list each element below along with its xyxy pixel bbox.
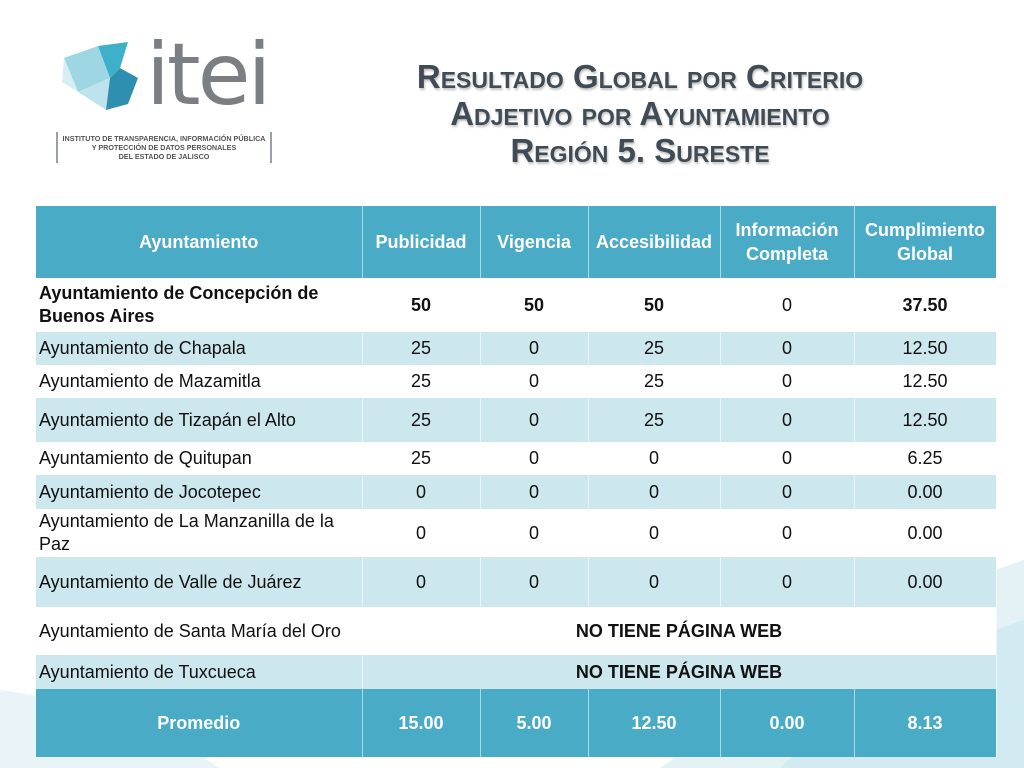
cell-global: 0.00 (854, 475, 996, 509)
cell-accesibilidad: 25 (588, 365, 720, 398)
header-ayuntamiento: Ayuntamiento (36, 206, 362, 278)
row-name: Ayuntamiento de Jocotepec (36, 475, 362, 509)
cell-publicidad: 50 (362, 278, 480, 332)
row-name: Ayuntamiento de Valle de Juárez (36, 557, 362, 607)
header-informacion-line-1: Información (735, 220, 839, 240)
average-publicidad: 15.00 (362, 689, 480, 757)
cell-publicidad: 25 (362, 442, 480, 475)
cell-publicidad: 25 (362, 365, 480, 398)
average-informacion: 0.00 (720, 689, 854, 757)
row-name: Ayuntamiento de Tuxcueca (36, 655, 362, 689)
table-row (36, 398, 996, 442)
results-table (36, 206, 997, 757)
cell-vigencia: 0 (480, 398, 588, 442)
cell-informacion: 0 (720, 332, 854, 365)
cell-accesibilidad: 0 (588, 475, 720, 509)
average-accesibilidad: 12.50 (588, 689, 720, 757)
table-header-row (36, 206, 996, 278)
cell-global: 6.25 (854, 442, 996, 475)
table-row (36, 557, 996, 607)
cell-informacion: 0 (720, 475, 854, 509)
table-row (36, 509, 996, 557)
itei-logo-mark-icon (58, 38, 154, 124)
row-name: Ayuntamiento de Quitupan (36, 442, 362, 475)
cell-global: 0.00 (854, 557, 996, 607)
cell-vigencia: 0 (480, 475, 588, 509)
header-accesibilidad: Accesibilidad (588, 206, 720, 278)
cell-global: 12.50 (854, 365, 996, 398)
cell-publicidad: 25 (362, 398, 480, 442)
cell-accesibilidad: 0 (588, 442, 720, 475)
institution-line-2: Y PROTECCIÓN DE DATOS PERSONALES (91, 143, 237, 152)
cell-vigencia: 0 (480, 557, 588, 607)
table-row (36, 607, 996, 655)
cell-vigencia: 0 (480, 509, 588, 557)
cell-publicidad: 0 (362, 509, 480, 557)
average-row (36, 689, 996, 757)
row-name: Ayuntamiento de Concepción de Buenos Aires (36, 278, 362, 332)
cell-accesibilidad: 25 (588, 398, 720, 442)
cell-informacion: 0 (720, 365, 854, 398)
cell-publicidad: 0 (362, 475, 480, 509)
cell-accesibilidad: 0 (588, 509, 720, 557)
cell-global: 0.00 (854, 509, 996, 557)
no-website-note: NO TIENE PÁGINA WEB (362, 655, 996, 689)
row-name: Ayuntamiento de Chapala (36, 332, 362, 365)
cell-publicidad: 0 (362, 557, 480, 607)
row-name: Ayuntamiento de La Manzanilla de la Paz (36, 509, 362, 557)
header-informacion-completa (720, 206, 854, 278)
table-row (36, 475, 996, 509)
cell-global: 37.50 (854, 278, 996, 332)
header-publicidad: Publicidad (362, 206, 480, 278)
title-line-2: Adjetivo por Ayuntamiento (450, 95, 830, 132)
table-row (36, 442, 996, 475)
cell-vigencia: 0 (480, 365, 588, 398)
table-row (36, 278, 996, 332)
cell-accesibilidad: 50 (588, 278, 720, 332)
header-vigencia: Vigencia (480, 206, 588, 278)
header-informacion-line-2: Completa (745, 244, 828, 264)
cell-publicidad: 25 (362, 332, 480, 365)
itei-logo (56, 25, 276, 168)
cell-global: 12.50 (854, 332, 996, 365)
cell-vigencia: 0 (480, 442, 588, 475)
average-label: Promedio (36, 689, 362, 757)
page-title (330, 58, 950, 169)
average-vigencia: 5.00 (480, 689, 588, 757)
cell-vigencia: 50 (480, 278, 588, 332)
cell-informacion: 0 (720, 442, 854, 475)
row-name: Ayuntamiento de Tizapán el Alto (36, 398, 362, 442)
cell-informacion: 0 (720, 278, 854, 332)
title-line-1: Resultado Global por Criterio (416, 58, 864, 95)
header-cumplimiento-global (854, 206, 996, 278)
cell-accesibilidad: 25 (588, 332, 720, 365)
institution-line-1: INSTITUTO DE TRANSPARENCIA, INFORMACIÓN PÚBLICA (62, 134, 266, 143)
cell-accesibilidad: 0 (588, 557, 720, 607)
table-row (36, 332, 996, 365)
no-website-note: NO TIENE PÁGINA WEB (362, 607, 996, 655)
cell-global: 12.50 (854, 398, 996, 442)
cell-informacion: 0 (720, 509, 854, 557)
institution-name (56, 132, 272, 163)
cell-informacion: 0 (720, 557, 854, 607)
title-line-3: Región 5. Sureste (510, 132, 770, 169)
row-name: Ayuntamiento de Mazamitla (36, 365, 362, 398)
institution-line-3: DEL ESTADO DE JALISCO (118, 152, 210, 161)
row-name: Ayuntamiento de Santa María del Oro (36, 607, 362, 655)
average-global: 8.13 (854, 689, 996, 757)
table-row (36, 365, 996, 398)
table-row (36, 655, 996, 689)
itei-wordmark: itei (146, 25, 269, 125)
header-cumplimiento-line-1: Cumplimiento (865, 220, 985, 240)
header-cumplimiento-line-2: Global (896, 244, 953, 264)
cell-vigencia: 0 (480, 332, 588, 365)
cell-informacion: 0 (720, 398, 854, 442)
